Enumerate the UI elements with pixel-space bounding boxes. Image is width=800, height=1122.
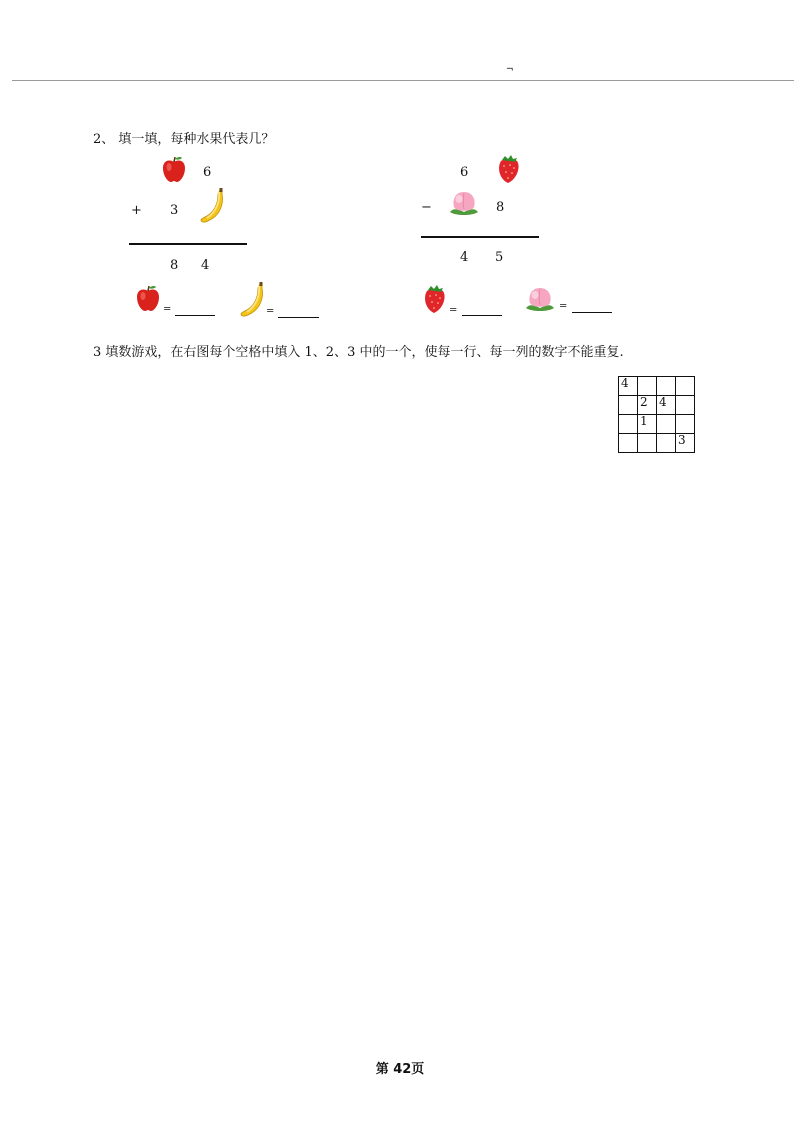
grid-cell[interactable]: 4 xyxy=(657,396,676,415)
peach-icon xyxy=(522,286,558,314)
grid-cell[interactable]: 4 xyxy=(619,377,638,396)
question-3-title: 3 填数游戏，在右图每个空格中填入 1、2、3 中的一个，使每一行、每一列的数字不能重复. xyxy=(93,345,624,360)
grid-cell[interactable]: 1 xyxy=(638,415,657,434)
strawberry-icon xyxy=(421,283,449,315)
header-divider xyxy=(12,80,794,81)
right-difference-line xyxy=(421,236,539,238)
grid-cell[interactable]: 3 xyxy=(676,434,695,453)
equals-sign: = xyxy=(449,305,458,316)
grid-cell[interactable] xyxy=(657,415,676,434)
peach-answer-blank[interactable] xyxy=(572,312,612,313)
peach-icon xyxy=(446,190,482,218)
apple-icon xyxy=(134,285,162,313)
grid-row xyxy=(619,396,695,415)
grid-row xyxy=(619,434,695,453)
grid-cell[interactable]: 2 xyxy=(638,396,657,415)
right-result-digit-1: 4 xyxy=(460,250,469,265)
grid-cell[interactable] xyxy=(619,396,638,415)
grid-cell[interactable] xyxy=(638,434,657,453)
left-top-number: 6 xyxy=(203,165,212,180)
left-sum-line xyxy=(129,243,247,245)
left-middle-number: 3 xyxy=(170,203,179,218)
grid-row xyxy=(619,415,695,434)
grid-cell[interactable] xyxy=(619,415,638,434)
question-2-title: 2、 填一填，每种水果代表几？ xyxy=(93,132,275,147)
grid-cell[interactable] xyxy=(638,377,657,396)
page-number: 第 42页 xyxy=(375,1062,425,1077)
grid-row xyxy=(619,377,695,396)
left-result-digit-2: 4 xyxy=(201,258,210,273)
banana-answer-blank[interactable] xyxy=(278,317,319,318)
grid-cell[interactable] xyxy=(676,396,695,415)
grid-cell[interactable] xyxy=(676,415,695,434)
right-result-digit-2: 5 xyxy=(495,250,504,265)
right-operator: − xyxy=(421,200,432,215)
banana-icon xyxy=(198,188,228,224)
strawberry-icon xyxy=(495,153,523,185)
left-operator: + xyxy=(131,203,142,218)
apple-answer-blank[interactable] xyxy=(175,315,215,316)
equals-sign: = xyxy=(266,306,275,317)
right-middle-number: 8 xyxy=(496,200,505,215)
banana-icon xyxy=(238,282,268,318)
grid-cell[interactable] xyxy=(657,434,676,453)
grid-cell[interactable] xyxy=(676,377,695,396)
apple-icon xyxy=(160,156,188,184)
left-result-digit-1: 8 xyxy=(170,258,179,273)
right-top-number: 6 xyxy=(460,165,469,180)
grid-cell[interactable] xyxy=(619,434,638,453)
grid-cell[interactable] xyxy=(657,377,676,396)
header-mark: ¬ xyxy=(506,65,514,75)
strawberry-answer-blank[interactable] xyxy=(462,315,502,316)
equals-sign: = xyxy=(163,304,172,315)
number-grid xyxy=(618,376,695,453)
equals-sign: = xyxy=(559,301,568,312)
